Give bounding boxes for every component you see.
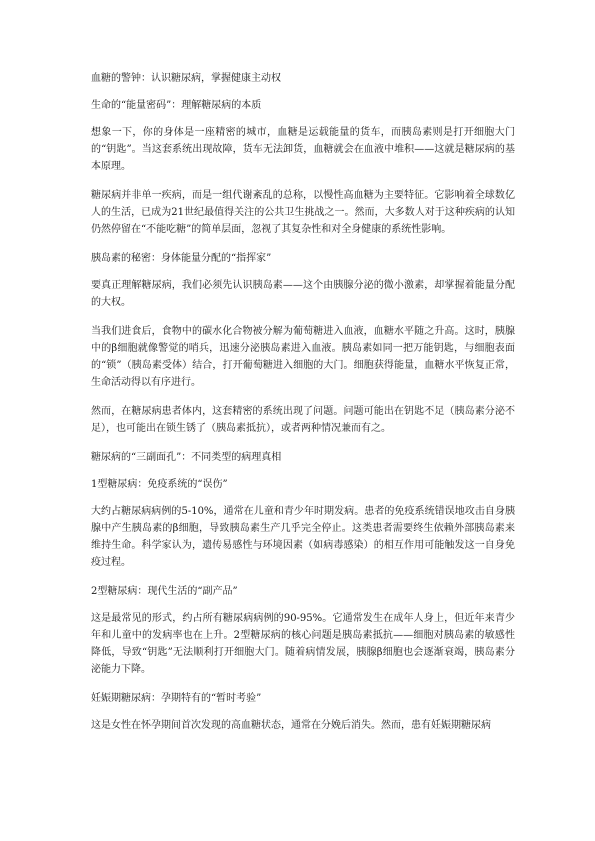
document-title: 血糖的警钟：认识糖尿病，掌握健康主动权 xyxy=(91,73,281,84)
section-heading: 糖尿病的“三副面孔”：不同类型的病理真相 xyxy=(91,452,282,463)
subsection-heading: 1型糖尿病：免疫系统的“误伤” xyxy=(91,479,228,490)
paragraph: 这是女性在怀孕期间首次发现的高血糖状态，通常在分娩后消失。然而，患有妊娠期糖尿病 xyxy=(91,720,491,731)
subsection-heading: 2型糖尿病：现代生活的“副产品” xyxy=(91,586,238,597)
section-heading: 生命的“能量密码”：理解糖尿病的本质 xyxy=(91,100,262,111)
paragraph: 想象一下，你的身体是一座精密的城市，血糖是运载能量的货车，而胰岛素则是打开细胞大门的“钥匙”。当这套系统出现故障，货车无法卸货，血糖就会在血液中堆积——这就是糖尿病的基本原理。 xyxy=(91,127,515,172)
paragraph: 当我们进食后，食物中的碳水化合物被分解为葡萄糖进入血液，血糖水平随之升高。这时，胰腺中的β细胞就像警觉的哨兵，迅速分泌胰岛素进入血液。胰岛素如同一把万能钥匙，与细胞表面的“锁”（胰岛素受体）结合，打开葡萄糖进入细胞的大门。细胞获得能量，血糖水平恢复正常，生命活动得以有序进行。 xyxy=(91,326,515,388)
paragraph: 然而，在糖尿病患者体内，这套精密的系统出现了问题。问题可能出在钥匙不足（胰岛素分泌不足），也可能出在锁生锈了（胰岛素抵抗），或者两种情况兼而有之。 xyxy=(91,406,515,434)
paragraph: 糖尿病并非单一疾病，而是一组代谢紊乱的总称，以慢性高血糖为主要特征。它影响着全球数亿人的生活，已成为21世纪最值得关注的公共卫生挑战之一。然而，大多数人对于这种疾病的认知仍然停留在“不能吃糖”的简单层面，忽视了其复杂性和对全身健康的系统性影响。 xyxy=(91,190,515,235)
subsection-heading: 妊娠期糖尿病：孕期特有的“暂时考验” xyxy=(91,693,262,704)
paragraph: 大约占糖尿病病例的5-10%，通常在儿童和青少年时期发病。患者的免疫系统错误地攻击自身胰腺中产生胰岛素的β细胞，导致胰岛素生产几乎完全停止。这类患者需要终生依赖外部胰岛素来维持生命。科学家认为，遗传易感性与环境因素（如病毒感染）的相互作用可能触发这一自身免疫过程。 xyxy=(91,506,515,568)
document-page xyxy=(91,70,515,746)
paragraph: 要真正理解糖尿病，我们必须先认识胰岛素——这个由胰腺分泌的微小激素，却掌握着能量分配的大权。 xyxy=(91,280,515,308)
paragraph: 这是最常见的形式，约占所有糖尿病病例的90-95%。它通常发生在成年人身上，但近年来青少年和儿童中的发病率也在上升。2型糖尿病的核心问题是胰岛素抵抗——细胞对胰岛素的敏感性降低，导致“钥匙”无法顺利打开细胞大门。随着病情发展，胰腺β细胞也会逐渐衰竭，胰岛素分泌能力下降。 xyxy=(91,613,515,675)
section-heading: 胰岛素的秘密：身体能量分配的“指挥家” xyxy=(91,253,272,264)
